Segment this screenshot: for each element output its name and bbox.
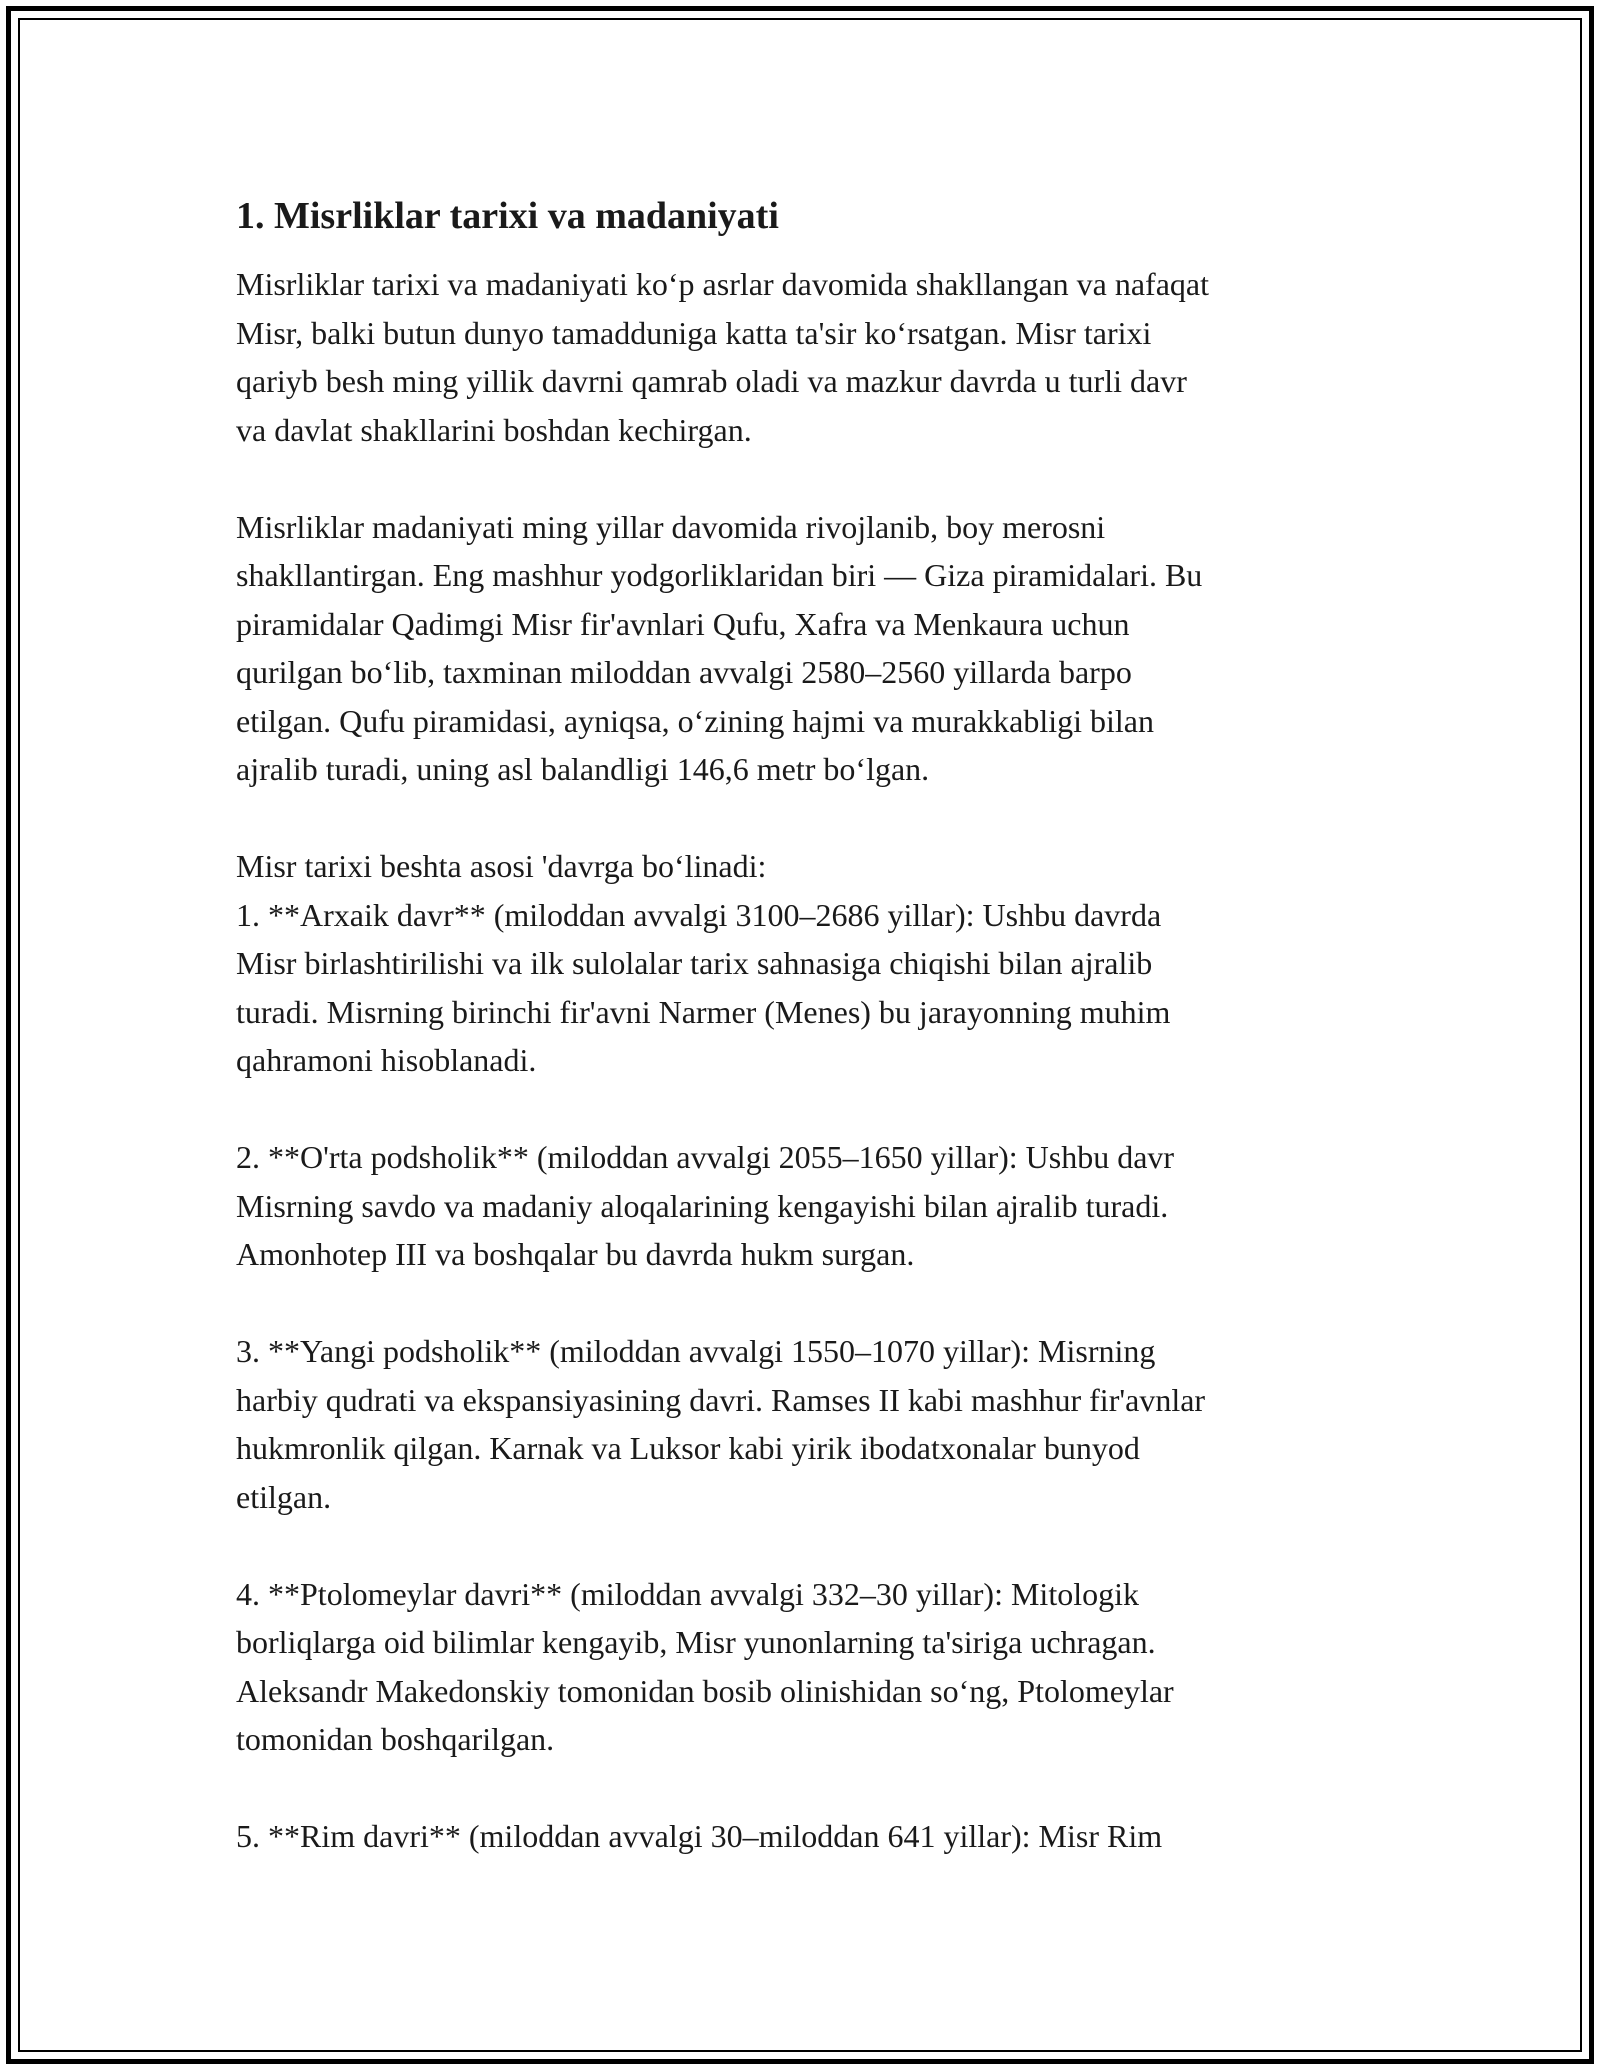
text-line: Misrliklar madaniyati ming yillar davomida rivojlanib, boy merosni [236, 508, 1106, 545]
text-line: etilgan. [236, 1478, 332, 1515]
text-line: Misrning savdo va madaniy aloqalarining kengayishi bilan ajralib turadi. [236, 1187, 1169, 1224]
text-line: Misr, balki butun dunyo tamadduniga katta ta'sir ko‘rsatgan. Misr tarixi [236, 314, 1152, 351]
document-body [236, 190, 1366, 1861]
text-line: 1. **Arxaik davr** (miloddan avvalgi 3100–2686 yillar): Ushbu davrda [236, 896, 1162, 933]
text-line: borliqlarga oid bilimlar kengayib, Misr yunonlarning ta'siriga uchragan. [236, 1624, 1156, 1660]
paragraph-periods-list-2 [236, 1133, 1366, 1279]
text-line: qahramoni hisoblanadi. [236, 1042, 537, 1078]
text-line: piramidalar Qadimgi Misr fir'avnlari Qufu, Xafra va Menkaura uchun [236, 605, 1130, 642]
text-line: va davlat shakllarini boshdan kechirgan. [236, 411, 752, 448]
text-line: 5. **Rim davri** (miloddan avvalgi 30–miloddan 641 yillar): Misr Rim [236, 1818, 1163, 1854]
text-line: Amonhotep III va boshqalar bu davrda hukm surgan. [236, 1236, 915, 1272]
text-line: Misrliklar tarixi va madaniyati ko‘p asrlar davomida shakllangan va nafaqat [236, 266, 1209, 302]
section-heading: 1. Misrliklar tarixi va madaniyati [236, 195, 779, 237]
text-line: qurilgan bo‘lib, taxminan miloddan avvalgi 2580–2560 yillarda barpo [236, 654, 1132, 690]
paragraph-culture [236, 503, 1366, 794]
list-intro-line: Misr tarixi beshta asosi 'davrga bo‘linadi: [236, 848, 767, 884]
paragraph-periods-list-4 [236, 1570, 1366, 1764]
paragraph-periods-list-5 [236, 1812, 1366, 1861]
text-line: qariyb besh ming yillik davrni qamrab oladi va mazkur davrda u turli davr [236, 363, 1187, 399]
text-line: hukmronlik qilgan. Karnak va Luksor kabi yirik ibodatxonalar bunyod [236, 1430, 1140, 1466]
text-line: 2. **O'rta podsholik** (miloddan avvalgi 2055–1650 yillar): Ushbu davr [236, 1139, 1175, 1175]
text-line: 3. **Yangi podsholik** (miloddan avvalgi 1550–1070 yillar): Misrning [236, 1333, 1156, 1369]
text-line: tomonidan boshqarilgan. [236, 1721, 555, 1757]
text-line: ajralib turadi, uning asl balandligi 146,6 metr bo‘lgan. [236, 751, 930, 787]
text-line: Aleksandr Makedonskiy tomonidan bosib olinishidan so‘ng, Ptolomeylar [236, 1672, 1174, 1709]
paragraph-periods-list-1 [236, 842, 1366, 1085]
paragraph-periods-list-3 [236, 1327, 1366, 1521]
text-line: Misr birlashtirilishi va ilk sulolalar tarix sahnasiga chiqishi bilan ajralib [236, 945, 1153, 981]
text-line: harbiy qudrati va ekspansiyasining davri. Ramses II kabi mashhur fir'avnlar [236, 1381, 1206, 1418]
text-line: etilgan. Qufu piramidasi, ayniqsa, o‘zining hajmi va murakkabligi bilan [236, 702, 1154, 739]
paragraph-intro [236, 260, 1366, 454]
text-line: shakllantirgan. Eng mashhur yodgorliklaridan biri — Giza piramidalari. Bu [236, 557, 1203, 593]
text-line: 4. **Ptolomeylar davri** (miloddan avvalgi 332–30 yillar): Mitologik [236, 1575, 1139, 1612]
text-line: turadi. Misrning birinchi fir'avni Narmer (Menes) bu jarayonning muhim [236, 993, 1171, 1030]
